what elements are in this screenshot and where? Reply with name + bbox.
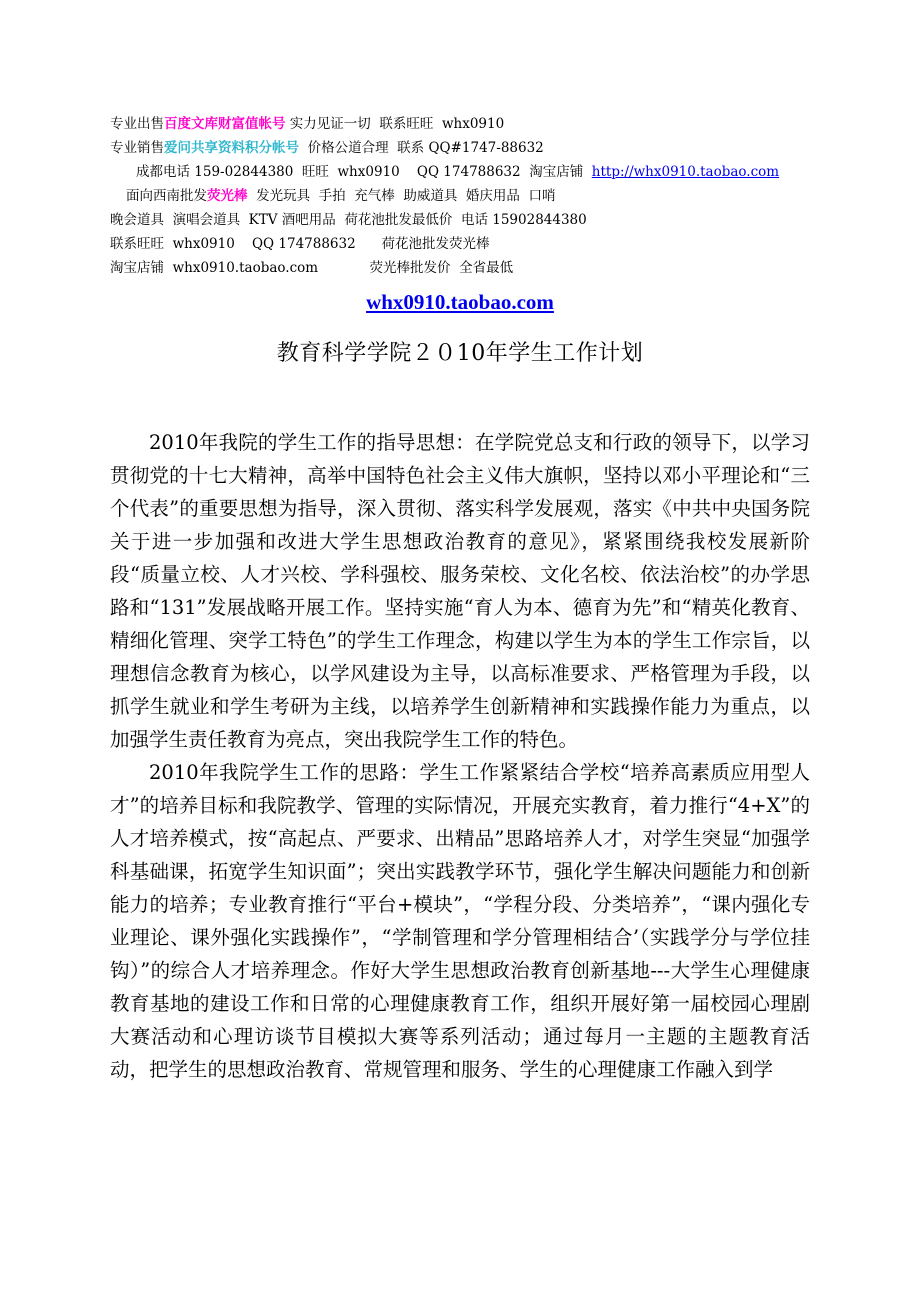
ad-line-1-suffix: 实力见证一切 联系旺旺 whx0910 [285, 116, 505, 132]
taobao-shop-link[interactable]: http://whx0910.taobao.com [591, 164, 780, 180]
ad-line-2 [110, 136, 830, 160]
ad-line-4-suffix: 发光玩具 手拍 充气棒 助威道具 婚庆用品 口哨 [247, 188, 556, 204]
ad-line-6 [110, 232, 830, 256]
document-title: 教育科学学院２０10年学生工作计划 [276, 341, 644, 366]
document-body [110, 426, 810, 1086]
ad-line-1 [110, 112, 830, 136]
ad-line-5 [110, 208, 830, 232]
ad-highlight-glowstick: 荧光棒 [207, 188, 248, 204]
ad-line-3-text: 成都电话 159-02844380 旺旺 whx0910 QQ 174788632 淘宝店铺 [136, 164, 592, 180]
ad-block [110, 112, 830, 280]
ad-highlight-baidu-account: 百度文库财富值帐号 [164, 116, 286, 132]
paragraph-work-approach: 2010年我院学生工作的思路：学生工作紧紧结合学校“培养高素质应用型人才”的培养目标和我院教学、管理的实际情况，开展充实教育，着力推行“4+X”的人才培养模式，按“高起点、严要求、出精品”思路培养人才，对学生突显“加强学科基础课，拓宽学生知识面”；突出实践教学环节，强化学生解决问题能力和创新能力的培养；专业教育推行“平台+模块”，“学程分段、分类培养”，“课内强化专业理论、课外强化实践操作”，“学制管理和学分管理相结合’（实践学分与学位挂钩）”的综合人才培养理念。作好大学生思想政治教育创新基地---大学生心理健康教育基地的建设工作和日常的心理健康教育工作，组织开展好第一届校园心理剧大赛活动和心理访谈节目模拟大赛等系列活动；通过每月一主题的主题教育活动，把学生的思想政治教育、常规管理和服务、学生的心理健康工作融入到学 [110, 761, 810, 1081]
ad-line-4-prefix: 面向西南批发 [126, 188, 207, 204]
ad-line-3 [110, 160, 830, 184]
ad-line-7 [110, 256, 830, 280]
ad-highlight-iask-account: 爱问共享资料积分帐号 [164, 140, 299, 156]
paragraph-guiding-thought: 2010年我院的学生工作的指导思想：在学院党总支和行政的领导下，以学习贯彻党的十七大精神，高举中国特色社会主义伟大旗帜，坚持以邓小平理论和“三个代表”的重要思想为指导，深入贯彻、落实科学发展观，落实《中共中央国务院关于进一步加强和改进大学生思想政治教育的意见》，紧紧围绕我校发展新阶段“质量立校、人才兴校、学科强校、服务荣校、文化名校、依法治校”的办学思路和“131”发展战略开展工作。坚持实施“育人为本、德育为先”和“精英化教育、精细化管理、突学工特色”的学生工作理念，构建以学生为本的学生工作宗旨，以理想信念教育为核心，以学风建设为主导，以高标准要求、严格管理为手段，以抓学生就业和学生考研为主线，以培养学生创新精神和实践操作能力为重点，以加强学生责任教育为亮点，突出我院学生工作的特色。 [110, 431, 810, 751]
ad-line-2-prefix: 专业销售 [110, 140, 164, 156]
ad-line-7-text: 淘宝店铺 whx0910.taobao.com 荧光棒批发价 全省最低 [110, 260, 514, 276]
ad-line-5-text: 晚会道具 演唱会道具 KTV 酒吧用品 荷花池批发最低价 电话 15902844380 [110, 212, 587, 228]
ad-line-2-suffix: 价格公道合理 联系 QQ#1747-88632 [299, 140, 544, 156]
ad-line-4 [110, 184, 830, 208]
ad-line-1-prefix: 专业出售 [110, 116, 164, 132]
ad-line-6-text: 联系旺旺 whx0910 QQ 174788632 荷花池批发荧光棒 [110, 236, 490, 252]
store-link[interactable]: whx0910.taobao.com [366, 290, 554, 314]
